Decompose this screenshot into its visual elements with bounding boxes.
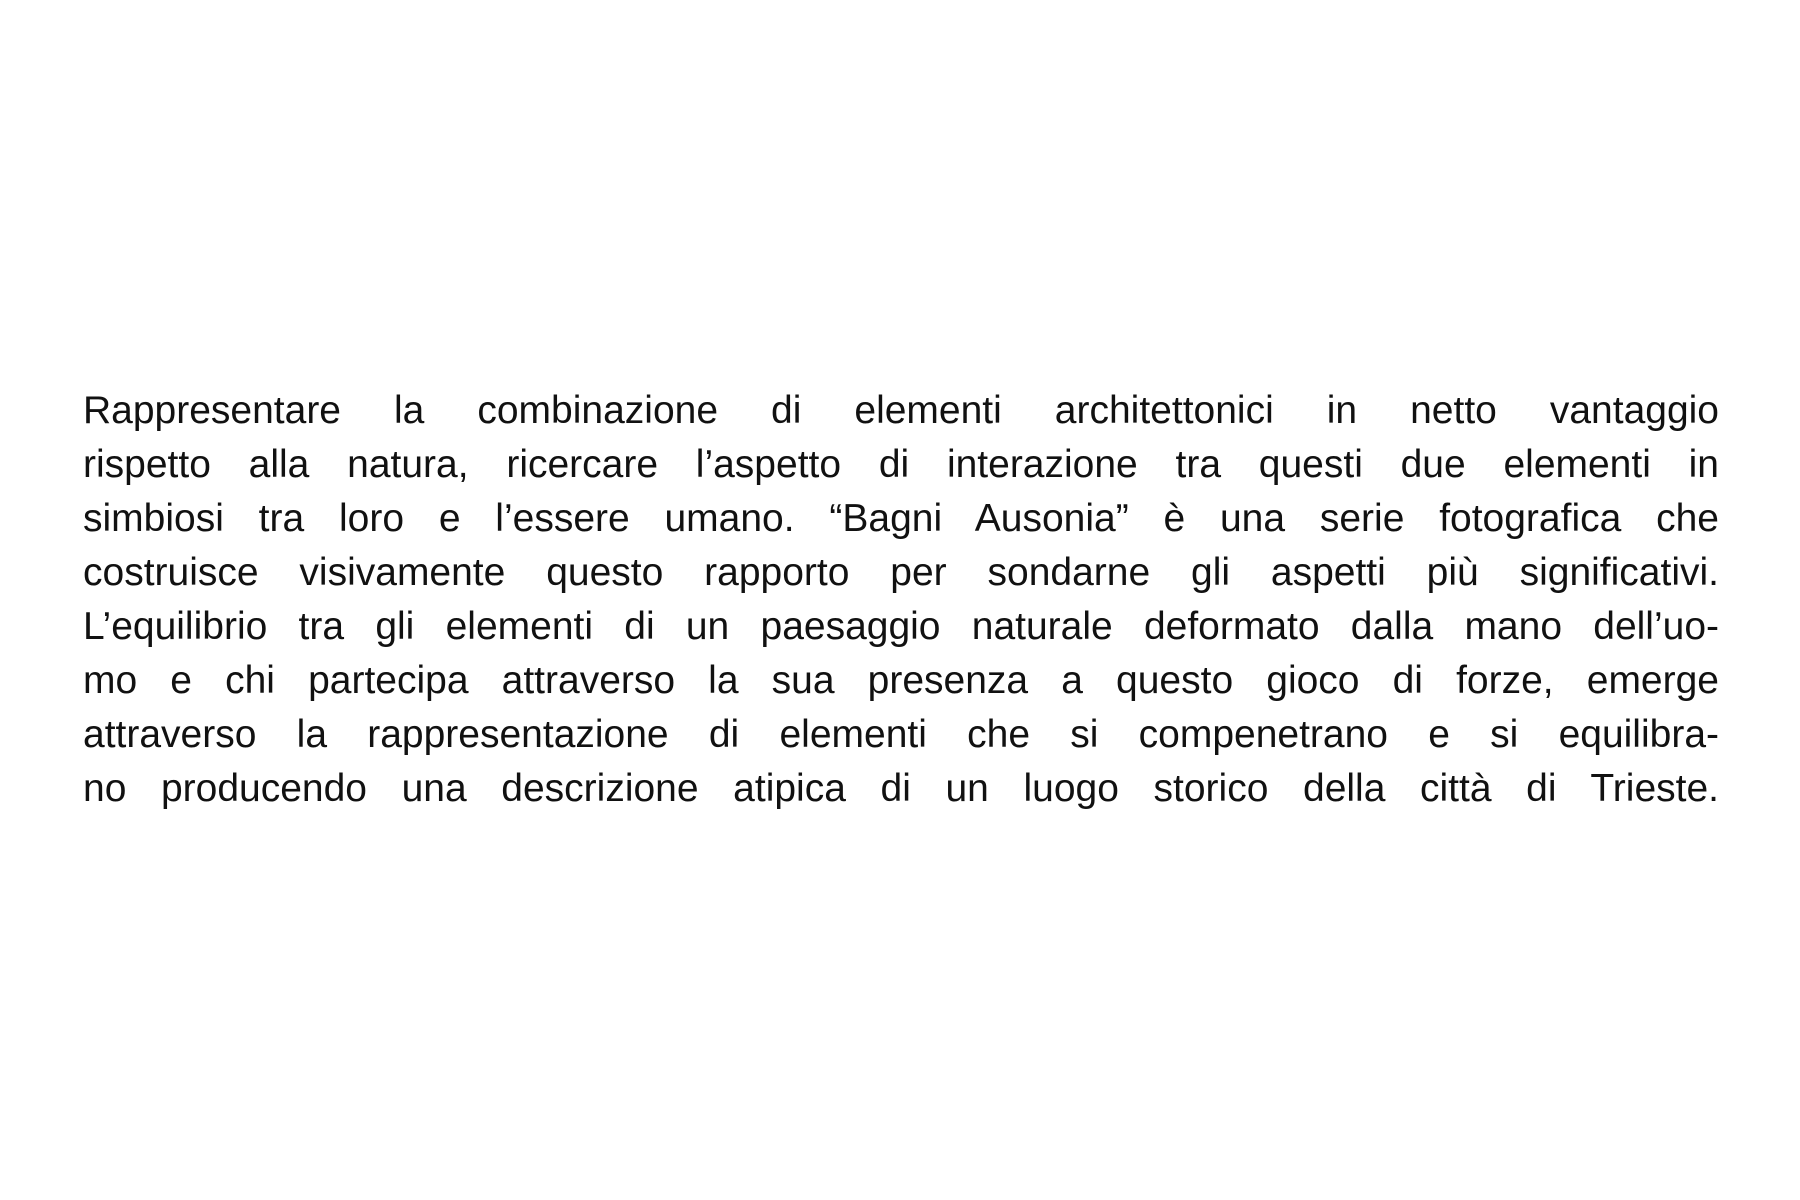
paragraph (83, 384, 1719, 816)
paragraph-line: attraverso la rappresentazione di elementi che si compenetrano e si equilibra- (83, 713, 1719, 756)
paragraph-line: no producendo una descrizione atipica di un luogo storico della città di Trieste. (83, 767, 1719, 810)
paragraph-line: Rappresentare la combinazione di elementi architettonici in netto vantaggio (83, 389, 1719, 432)
paragraph-line: costruisce visivamente questo rapporto per sondarne gli aspetti più significativi. (83, 551, 1719, 594)
paragraph-line: L’equilibrio tra gli elementi di un paesaggio naturale deformato dalla mano dell’uo- (83, 605, 1719, 648)
paragraph-line: simbiosi tra loro e l’essere umano. “Bagni Ausonia” è una serie fotografica che (83, 497, 1719, 540)
paragraph-line: mo e chi partecipa attraverso la sua presenza a questo gioco di forze, emerge (83, 659, 1719, 702)
paragraph-line: rispetto alla natura, ricercare l’aspetto di interazione tra questi due elementi in (83, 443, 1719, 486)
